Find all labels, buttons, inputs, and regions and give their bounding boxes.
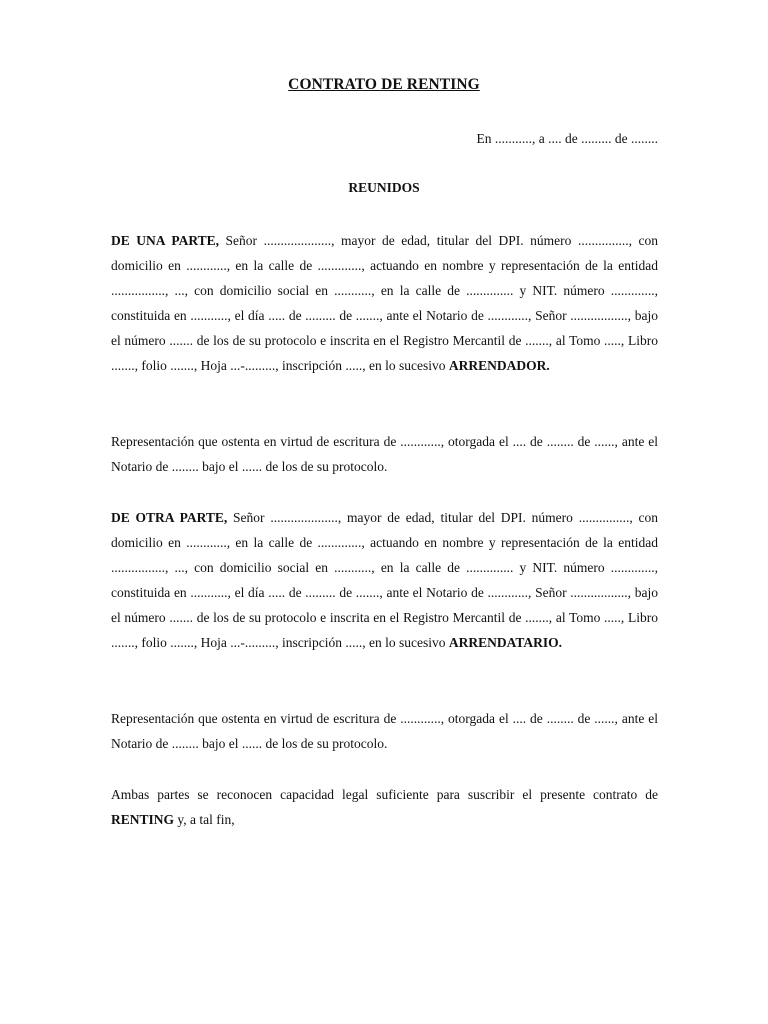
party-one-representation: Representación que ostenta en virtud de escritura de ............, otorgada el .... de ........ de ......, ante el Notario de ........ bajo el ...... de los de su protocolo.: [111, 434, 658, 474]
document-title: CONTRATO DE RENTING: [288, 76, 480, 93]
party-one-text: Señor ...................., mayor de edad, titular del DPI. número ..............., con domicilio en ............, en la calle de ............., actuando en nombre y representación de la entidad ................, ..., con domicilio social en ..........., en la calle de .............. y NIT. número ............., constituida en ..........., el día ..... de ......... de ......., ante el Notario de ............, Señor ................., bajo el número ....... de los de su protocolo e inscrita en el Registro Mercantil de ......., al Tomo ....., Libro ......., folio ......., Hoja ...-........., inscripción ....., en lo sucesivo: [111, 233, 658, 373]
closing-text-after: y, a tal fin,: [174, 812, 235, 827]
section-heading: REUNIDOS: [348, 180, 420, 195]
party-two-paragraph: [111, 505, 658, 655]
party-two-lead: DE OTRA PARTE,: [111, 510, 228, 525]
date-line: En ..........., a .... de ......... de ........: [476, 131, 658, 146]
closing-paragraph: [111, 782, 658, 832]
party-two-representation: Representación que ostenta en virtud de escritura de ............, otorgada el .... de ........ de ......, ante el Notario de ........ bajo el ...... de los de su protocolo.: [111, 711, 658, 751]
party-one-lead: DE UNA PARTE,: [111, 233, 219, 248]
closing-text-before: Ambas partes se reconocen capacidad legal suficiente para suscribir el presente contrato de: [111, 787, 658, 802]
party-one-paragraph: [111, 228, 658, 378]
party-two-text: Señor ...................., mayor de edad, titular del DPI. número ..............., con domicilio en ............, en la calle de ............., actuando en nombre y representación de la entidad ................, ..., con domicilio social en ..........., en la calle de .............. y NIT. número ............., constituida en ..........., el día ..... de ......... de ......., ante el Notario de ............, Señor ................., bajo el número ....... de los de su protocolo e inscrita en el Registro Mercantil de ......., al Tomo ....., Libro ......., folio ......., Hoja ...-........., inscripción ....., en lo sucesivo: [111, 510, 658, 650]
party-one-role: ARRENDADOR.: [448, 358, 550, 373]
closing-emphasis: RENTING: [111, 812, 175, 827]
party-two-role: ARRENDATARIO.: [448, 635, 562, 650]
